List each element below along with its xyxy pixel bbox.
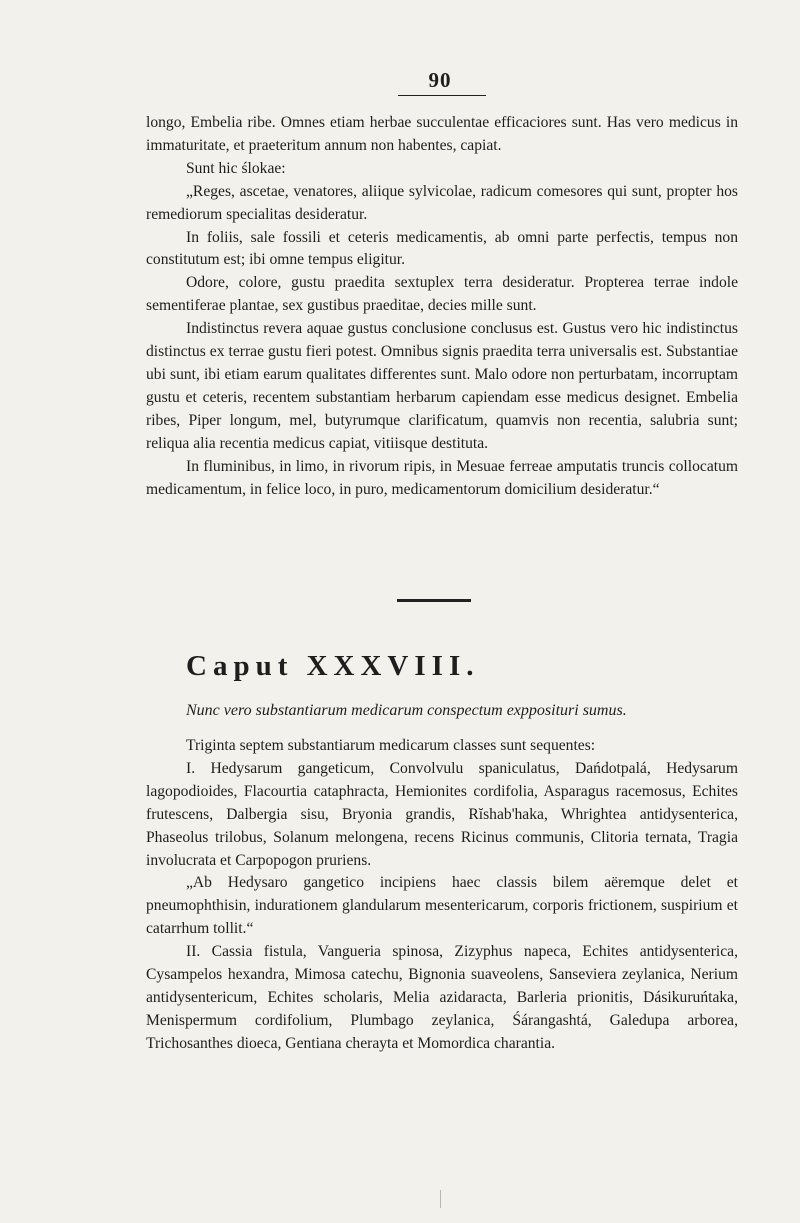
section-rule	[397, 599, 471, 602]
chapter-subtitle: Nunc vero substantiarum medicarum conspectum expposituri sumus.	[186, 702, 627, 719]
paragraph: In fluminibus, in limo, in rivorum ripis, in Mesuae ferreae amputatis truncis collocatum medicamentum, in felice loco, in puro, medicamentorum domicilium desideratur.“	[146, 457, 738, 498]
chapter-heading: Caput XXXVIII.	[186, 650, 480, 682]
paragraph: Indistinctus revera aquae gustus conclusione conclusus est. Gustus vero hic indistinctus distinctus ex terrae gustu fieri potest. Omnibus signis praedita terra universalis est. Substantiae ubi sunt, ibi etiam earum qualitates differentes sunt. Malo odore non perturbatam, incorruptam gustu et ceteris, recentem substantiam herbarum capiendam esse medicus designet. Embelia ribes, Piper longum, mel, butyrumque clarificatum, quamvis non recentia, salubria sunt; reliqua alia recentia medicus capiat, vitiisque destituta.	[146, 320, 738, 452]
paragraph: Sunt hic ślokae:	[186, 159, 286, 177]
paragraph: II. Cassia fistula, Vangueria spinosa, Zizyphus napeca, Echites antidysenterica, Cysampelos hexandra, Mimosa catechu, Bignonia suaveolens, Sanseviera zeylanica, Nerium antidysentericum, Echites scholaris, Melia azidaracta, Barleria prionitis, Dásikuruńtaka, Menispermum cordifolium, Plumbago zeylanica, Śárangashtá, Galedupa arborea, Trichosanthes dioeca, Gentiana cherayta et Momordica charantia.	[146, 943, 738, 1052]
paragraph: „Ab Hedysaro gangetico incipiens haec classis bilem aëremque delet et pneumophthisin, indurationem glandularum mesentericarum, corporis frictionem, suspirium et catarrhum tollit.“	[146, 874, 738, 938]
paragraph: I. Hedysarum gangeticum, Convolvulu spaniculatus, Dańdotpalá, Hedysarum lagopodioides, Flacourtia cataphracta, Hemionites cordifolia, Asparagus racemosus, Echites frutescens, Dalbergia sisu, Bryonia grandis, Rĭshab'haka, Whrightea antidysenterica, Phaseolus trilobus, Solanum melongena, recens Ricinus communis, Clitoria ternata, Tragia involucrata et Carpopogon pruriens.	[146, 759, 738, 869]
text-block-bottom	[146, 735, 738, 1056]
page-number-rule	[398, 95, 486, 96]
paragraph: longo, Embelia ribe. Omnes etiam herbae succulentae efficaciores sunt. Has vero medicus in immaturitate, et praeteritum annum non habentes, capiat.	[146, 114, 738, 154]
page-mark	[440, 1190, 441, 1208]
text-block-top	[146, 112, 738, 501]
paragraph: Odore, colore, gustu praedita sextuplex terra desideratur. Propterea terrae indole sementiferae plantae, sex gustibus praeditae, decies mille sunt.	[146, 274, 738, 315]
paragraph: In foliis, sale fossili et ceteris medicamentis, ab omni parte perfectis, tempus non constitutum est; ibi omne tempus eligitur.	[146, 228, 738, 269]
paragraph: Triginta septem substantiarum medicarum classes sunt sequentes:	[186, 737, 596, 754]
paragraph: „Reges, ascetae, venatores, aliique sylvicolae, radicum comesores qui sunt, propter hos remediorum specialitas desideratur.	[146, 182, 738, 223]
page-number: 90	[428, 68, 452, 92]
